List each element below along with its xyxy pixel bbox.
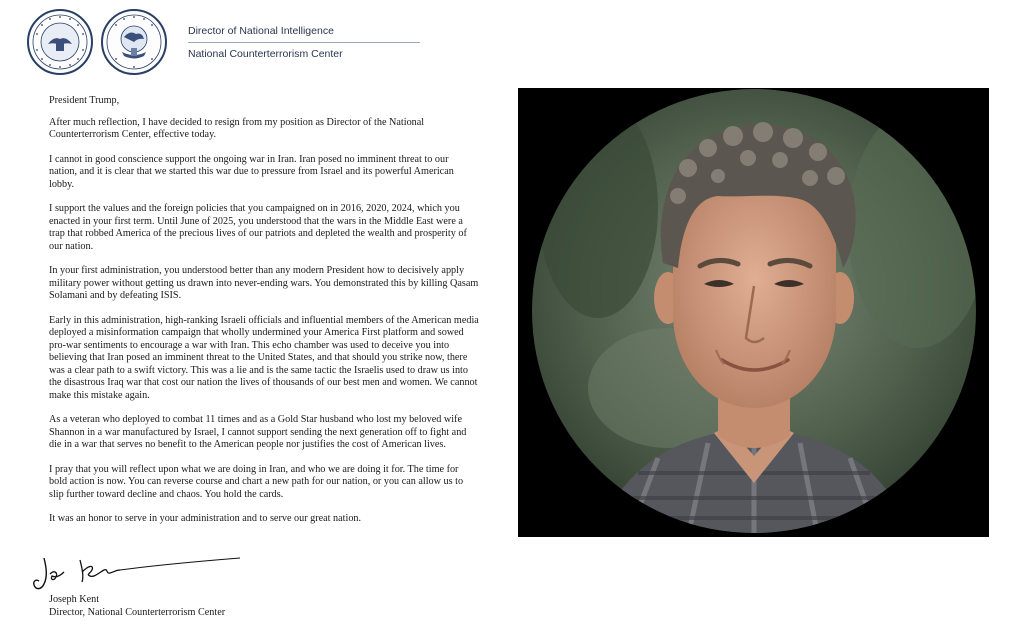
letterhead-seals [26,8,168,76]
portrait-photo [518,88,989,537]
resignation-letter [0,0,505,629]
paragraph: As a veteran who deployed to combat 11 times and as a Gold Star husband who lost my beloved wife Shannon in a war manufactured by Israel, I cannot support sending the next generation off to fight and die in a war that serves no benefit to the American people nor justifies the cost of American lives. [49,414,467,450]
paragraph: I pray that you will reflect upon what we are doing in Iran, and who we are doing it for. The time for bold action is now. You can reverse course and chart a new path for our nation, or you can allow us to slip further toward decline and chaos. You hold the cards. [49,463,464,500]
paragraph: I cannot in good conscience support the ongoing war in Iran. Iran posed no imminent threat to our nation, and it is clear that we started this war due to pressure from Israel and its powerful American lobby. [49,153,454,190]
signer-title: Director, National Counterterrorism Center [49,607,226,618]
paragraph: After much reflection, I have decided to resign from my position as Director of the National Counterterrorism Center, effective today. [49,116,425,140]
odni-seal-icon [26,8,94,76]
nctc-seal-icon [100,8,168,76]
letterhead [188,26,420,59]
paragraph: I support the values and the foreign policies that you campaigned on in 2016, 2020, 2024, which you enacted in your first term. Until June of 2025, you understood that the wars in the Middle East were a trap that robbed America of the precious lives of our patriots and depleted the wealth and prosperity of our nation. [49,203,467,252]
signature-block [49,593,225,619]
paragraph: It was an honor to serve in your administration and to serve our great nation. [49,513,362,524]
paragraph: Early in this administration, high-ranking Israeli officials and influential members of the American media deployed a misinformation campaign that wholly undermined your America First platform and sowed pro-war sentiments to encourage a war with Iran. This echo chamber was used to deceive you into believing that Iran posed an imminent threat to the United States, and that should you strike now, there was a clear path to a swift victory. This was a lie and is the same tactic the Israelis used to draw us into the disastrous Iraq war that cost our nation the lives of thousands of our best men and women. We cannot make this mistake again. [49,314,479,401]
signer-name: Joseph Kent [49,594,100,605]
letterhead-divider [188,42,420,43]
letter-body [49,95,479,538]
letterhead-agency: Director of National Intelligence [188,25,334,37]
letterhead-center: National Counterterrorism Center [188,47,343,60]
paragraph: In your first administration, you understood better than any modern President how to decisively apply military power without getting us drawn into never-ending wars. You demonstrated this by killing Qasam Solamani and by defeating ISIS. [49,265,479,301]
salutation: President Trump, [49,95,120,106]
